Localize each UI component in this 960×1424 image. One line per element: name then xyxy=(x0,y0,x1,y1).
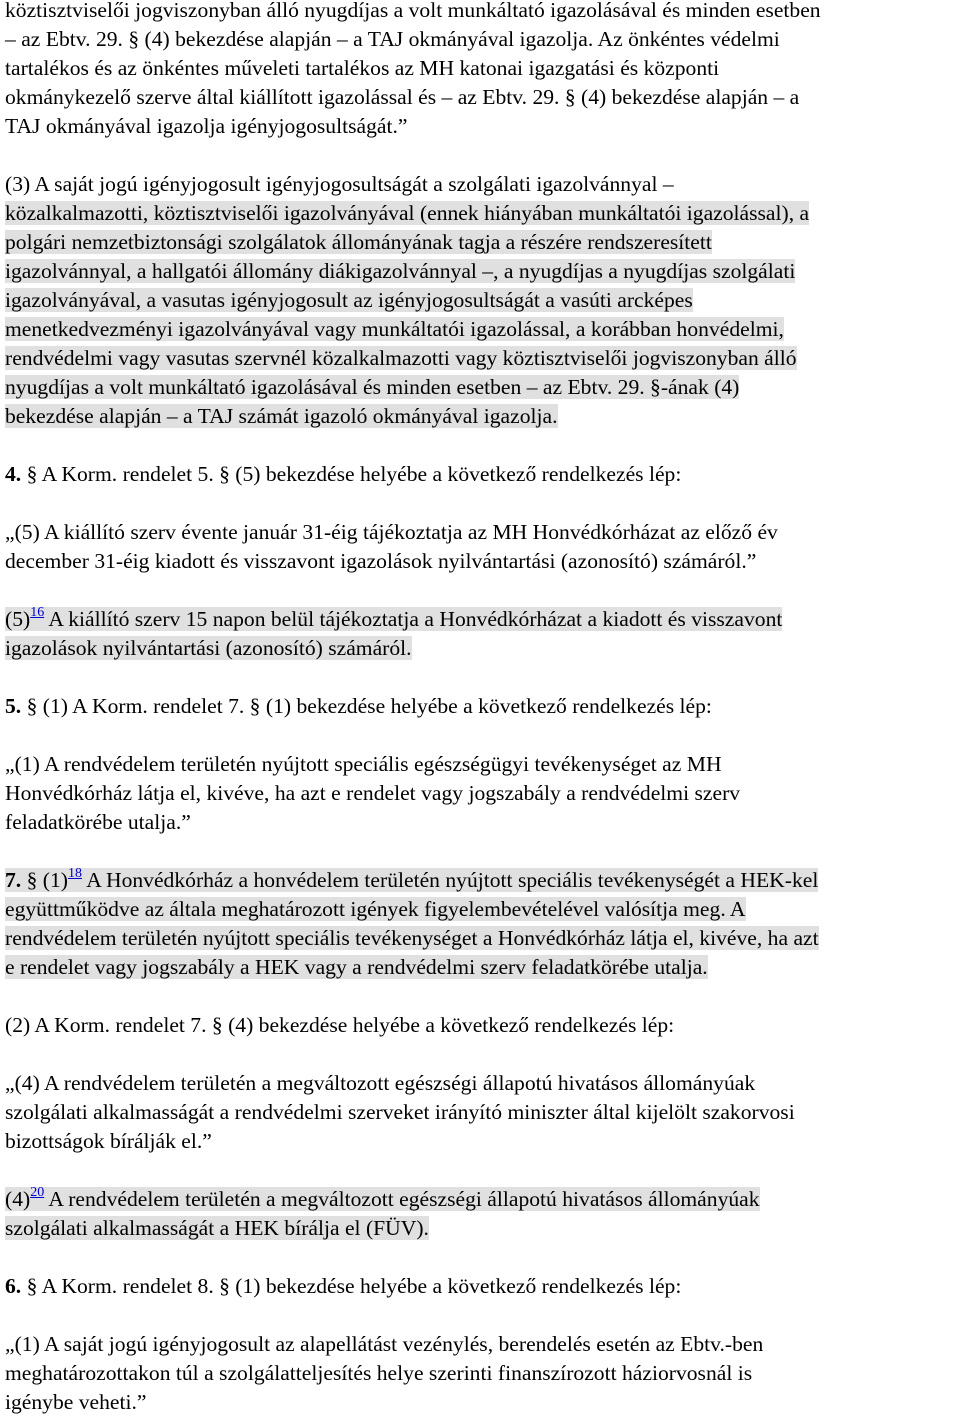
text-line: Honvédkórház látja el, kivéve, ha azt e rendelet vagy jogszabály a rendvédelmi szerv xyxy=(5,781,741,805)
section-text: A Honvédkórház a honvédelem területén nyújtott speciális tevékenységét a HEK-kel xyxy=(81,868,819,892)
spacer xyxy=(5,431,954,460)
highlighted-text: igazolványával, a vasutas igényjogosult az igényjogosultságát a vasúti arcképes xyxy=(5,288,693,312)
spacer xyxy=(5,837,954,866)
spacer xyxy=(5,1243,954,1272)
highlighted-text: közalkalmazotti, köztisztviselői igazolványával (ennek hiányában munkáltatói igazolással), a xyxy=(5,201,810,225)
text-line: (3) A saját jogú igényjogosult igényjogosultságát a szolgálati igazolvánnyal – xyxy=(5,172,674,196)
highlighted-text xyxy=(5,868,818,892)
text-line: okmánykezelő szerve által kiállított igazolással és – az Ebtv. 29. § (4) bekezdése alapján – a xyxy=(5,85,800,109)
text-line: TAJ okmányával igazolja igényjogosultságát.” xyxy=(5,114,408,138)
section-7 xyxy=(5,866,954,982)
text-line: bizottságok bírálják el.” xyxy=(5,1129,212,1153)
text-line: tartalékos és az önkéntes műveleti tartalékos az MH katonai igazgatási és központi xyxy=(5,56,720,80)
top-paragraph xyxy=(5,0,954,141)
section-5-quote xyxy=(5,750,954,837)
footnote-link[interactable]: 18 xyxy=(67,866,82,881)
section-4-amendment xyxy=(5,605,954,663)
highlighted-text: polgári nemzetbiztonsági szolgálatok állományának tagja a részére rendszeresített xyxy=(5,230,712,254)
text-line: köztisztviselői jogviszonyban álló nyugdíjas a volt munkáltató igazolásával és minden esetben xyxy=(5,0,821,22)
subsection-2-amendment xyxy=(5,1185,954,1243)
section-6 xyxy=(5,1272,954,1301)
text-line: – az Ebtv. 29. § (4) bekezdése alapján – a TAJ okmányával igazolja. Az önkéntes védelmi xyxy=(5,27,780,51)
spacer xyxy=(5,489,954,518)
section-number: 6. xyxy=(5,1274,22,1298)
text-line: „(5) A kiállító szerv évente január 31-éig tájékoztatja az MH Honvédkórházat az előző év xyxy=(5,520,778,544)
text-line: (2) A Korm. rendelet 7. § (4) bekezdése helyébe a következő rendelkezés lép: xyxy=(5,1013,675,1037)
section-text: § A Korm. rendelet 5. § (5) bekezdése helyébe a következő rendelkezés lép: xyxy=(21,462,682,486)
spacer xyxy=(5,576,954,605)
text-line: igénybe veheti.” xyxy=(5,1390,147,1414)
footnote-link[interactable]: 16 xyxy=(30,605,45,620)
highlighted-text: menetkedvezményi igazolványával vagy munkáltatói igazolással, a korábban honvédelmi, xyxy=(5,317,784,341)
amendment-text: A kiállító szerv 15 napon belül tájékoztatja a Honvédkórházat a kiadott és visszavont xyxy=(44,607,783,631)
section-heading xyxy=(5,460,954,489)
highlighted-text: e rendelet vagy jogszabály a HEK vagy a rendvédelmi szerv feladatkörébe utalja. xyxy=(5,955,708,979)
text-line: „(4) A rendvédelem területén a megváltozott egészségi állapotú hivatásos állományúak xyxy=(5,1071,756,1095)
highlighted-text xyxy=(5,1187,760,1211)
paragraph-3 xyxy=(5,170,954,431)
highlighted-text: szolgálati alkalmasságát a HEK bírálja el (FÜV). xyxy=(5,1216,429,1240)
spacer xyxy=(5,1301,954,1330)
section-4 xyxy=(5,460,954,489)
section-heading xyxy=(5,1272,954,1301)
section-text: § (1) A Korm. rendelet 7. § (1) bekezdése helyébe a következő rendelkezés lép: xyxy=(21,694,712,718)
text-line: meghatározottakon túl a szolgálatteljesítés helye szerinti finanszírozott háziorvosnál is xyxy=(5,1361,753,1385)
spacer xyxy=(5,1040,954,1069)
subsection-2-quote xyxy=(5,1069,954,1156)
section-number: 4. xyxy=(5,462,22,486)
amendment-prefix: (5) xyxy=(5,607,31,631)
section-5 xyxy=(5,692,954,721)
section-number: 5. xyxy=(5,694,22,718)
spacer xyxy=(5,141,954,170)
highlighted-text: nyugdíjas a volt munkáltató igazolásával és minden esetben – az Ebtv. 29. §-ának (4) xyxy=(5,375,740,399)
text-line: „(1) A rendvédelem területén nyújtott speciális egészségügyi tevékenységet az MH xyxy=(5,752,722,776)
text-line: feladatkörébe utalja.” xyxy=(5,810,191,834)
highlighted-text: rendvédelmi vagy vasutas szervnél közalkalmazotti vagy köztisztviselői jogviszonyban álló xyxy=(5,346,797,370)
section-heading xyxy=(5,692,954,721)
text-line: „(1) A saját jogú igényjogosult az alapellátást vezénylés, berendelés esetén az Ebtv.-ben xyxy=(5,1332,764,1356)
highlighted-text: igazolások nyilvántartási (azonosító) számáról. xyxy=(5,636,412,660)
section-6-quote xyxy=(5,1330,954,1417)
highlighted-text: együttműködve az általa meghatározott igények figyelembevételével valósítja meg. A xyxy=(5,897,746,921)
spacer xyxy=(5,721,954,750)
spacer xyxy=(5,663,954,692)
footnote-link[interactable]: 20 xyxy=(30,1185,45,1200)
spacer xyxy=(5,982,954,1011)
section-prefix: § (1) xyxy=(21,868,68,892)
section-number: 7. xyxy=(5,868,22,892)
amendment-prefix: (4) xyxy=(5,1187,31,1211)
spacer xyxy=(5,1156,954,1185)
section-text: § A Korm. rendelet 8. § (1) bekezdése helyébe a következő rendelkezés lép: xyxy=(21,1274,682,1298)
highlighted-text: bekezdése alapján – a TAJ számát igazoló okmányával igazolja. xyxy=(5,404,558,428)
text-line: szolgálati alkalmasságát a rendvédelmi szerveket irányító miniszter által kijelölt szakorvosi xyxy=(5,1100,795,1124)
highlighted-text: rendvédelem területén nyújtott speciális tevékenységet a Honvédkórház látja el, kivéve, ha azt xyxy=(5,926,819,950)
highlighted-text xyxy=(5,607,782,631)
highlighted-text: igazolvánnyal, a hallgatói állomány diákigazolvánnyal –, a nyugdíjas a nyugdíjas szolgálati xyxy=(5,259,796,283)
section-4-quote xyxy=(5,518,954,576)
subsection-2 xyxy=(5,1011,954,1040)
text-line: december 31-éig kiadott és visszavont igazolások nyilvántartási (azonosító) számáról.” xyxy=(5,549,757,573)
amendment-text: A rendvédelem területén a megváltozott egészségi állapotú hivatásos állományúak xyxy=(44,1187,760,1211)
